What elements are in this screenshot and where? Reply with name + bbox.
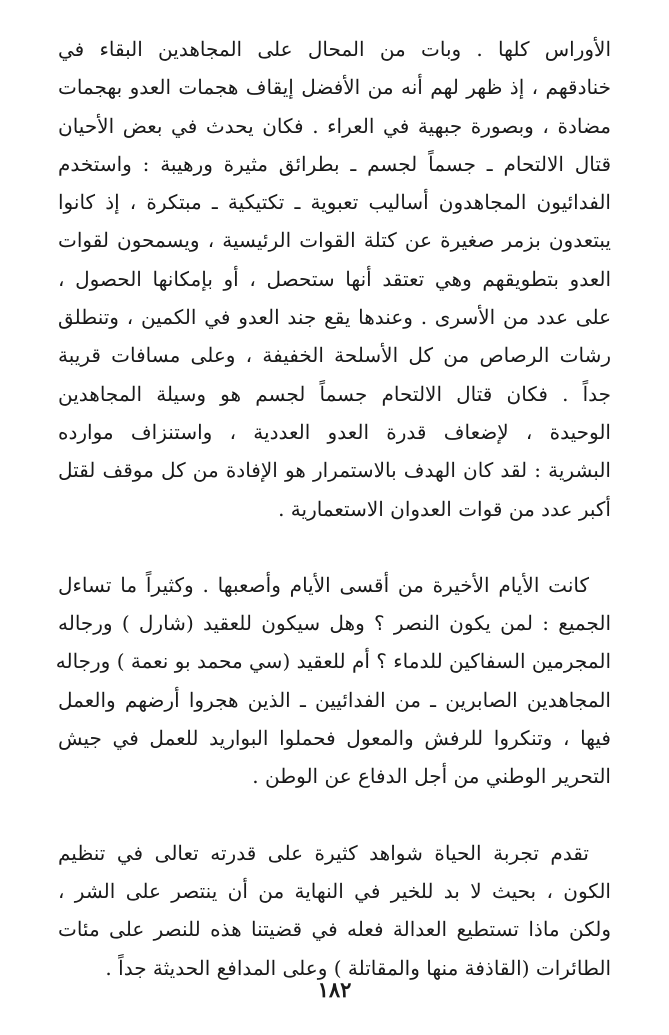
text-line: الأوراس كلها . وبات من المحال على المجاهدين البقاء في <box>58 37 611 61</box>
text-line: ولكن ماذا تستطيع العدالة فعله في قضيتنا هذه للنصر على مئات <box>58 917 611 942</box>
text-line: الفدائيون المجاهدون أساليب تعبوية ـ تكتيكية ـ مبتكرة ، إذ كانوا <box>58 190 611 215</box>
text-line: على عدد من الأسرى . وعندها يقع جند العدو في الكمين ، وتنطلق <box>58 305 611 330</box>
text-line: أكبر عدد من قوات العدوان الاستعمارية . <box>278 496 611 521</box>
text-line: فيها ، وتنكروا للرفش والمعول فحملوا البواريد للعمل في جيش <box>58 726 611 751</box>
text-line: رشات الرصاص من كل الأسلحة الخفيفة ، وعلى مسافات قريبة <box>58 343 611 368</box>
page-number: ١٨٢ <box>317 977 352 1002</box>
text-line: يبتعدون بزمر صغيرة عن كتلة القوات الرئيسية ، ويسمحون لقوات <box>58 228 611 253</box>
text-line: التحرير الوطني من أجل الدفاع عن الوطن . <box>252 764 611 789</box>
text-line: الوحيدة ، لإضعاف قدرة العدو العددية ، واستنزاف موارده <box>58 419 611 444</box>
text-line: خنادقهم ، إذ ظهر لهم أنه من الأفضل إيقاف هجمات العدو بهجمات <box>58 75 611 100</box>
text-line: كانت الأيام الأخيرة من أقسى الأيام وأصعبها . وكثيراً ما تساءل <box>58 572 589 597</box>
text-line: البشرية : لقد كان الهدف بالاستمرار هو الإفادة من كل موقف لقتل <box>58 458 611 483</box>
paragraph-1 <box>58 30 611 528</box>
text-line: مضادة ، وبصورة جبهية في العراء . فكان يحدث في بعض الأحيان <box>58 113 611 138</box>
paragraph-spacer <box>58 796 611 834</box>
text-line: جداً . فكان قتال الالتحام جسماً لجسم هو وسيلة المجاهدين <box>58 381 611 406</box>
text-line: قتال الالتحام ـ جسماً لجسم ـ بطرائق مثيرة ورهيبة : واستخدم <box>58 151 611 176</box>
text-line: تقدم تجربة الحياة شواهد كثيرة على قدرته تعالى في تنظيم <box>58 840 589 865</box>
page-body <box>55 30 611 987</box>
text-line: الطائرات (القاذفة منها والمقاتلة ) وعلى المدافع الحديثة جداً . <box>105 955 611 980</box>
text-line: العدو بتطويقهم وهي تعتقد أنها ستحصل ، أو بإمكانها الحصول ، <box>58 266 611 291</box>
text-line: المجرمين السفاكين للدماء ؟ أم للعقيد (سي محمد بو نعمة ) ورجاله <box>55 649 611 674</box>
text-line: الكون ، بحيث لا بد للخير في النهاية من أن ينتصر على الشر ، <box>58 878 611 903</box>
text-line: المجاهدين الصابرين ـ من الفدائيين ـ الذين هجروا أرضهم والعمل <box>58 687 611 712</box>
paragraph-2 <box>55 566 611 796</box>
paragraph-spacer <box>58 528 611 566</box>
text-line: الجميع : لمن يكون النصر ؟ وهل سيكون للعقيد (شارل ) ورجاله <box>58 611 611 636</box>
paragraph-3 <box>58 834 611 987</box>
